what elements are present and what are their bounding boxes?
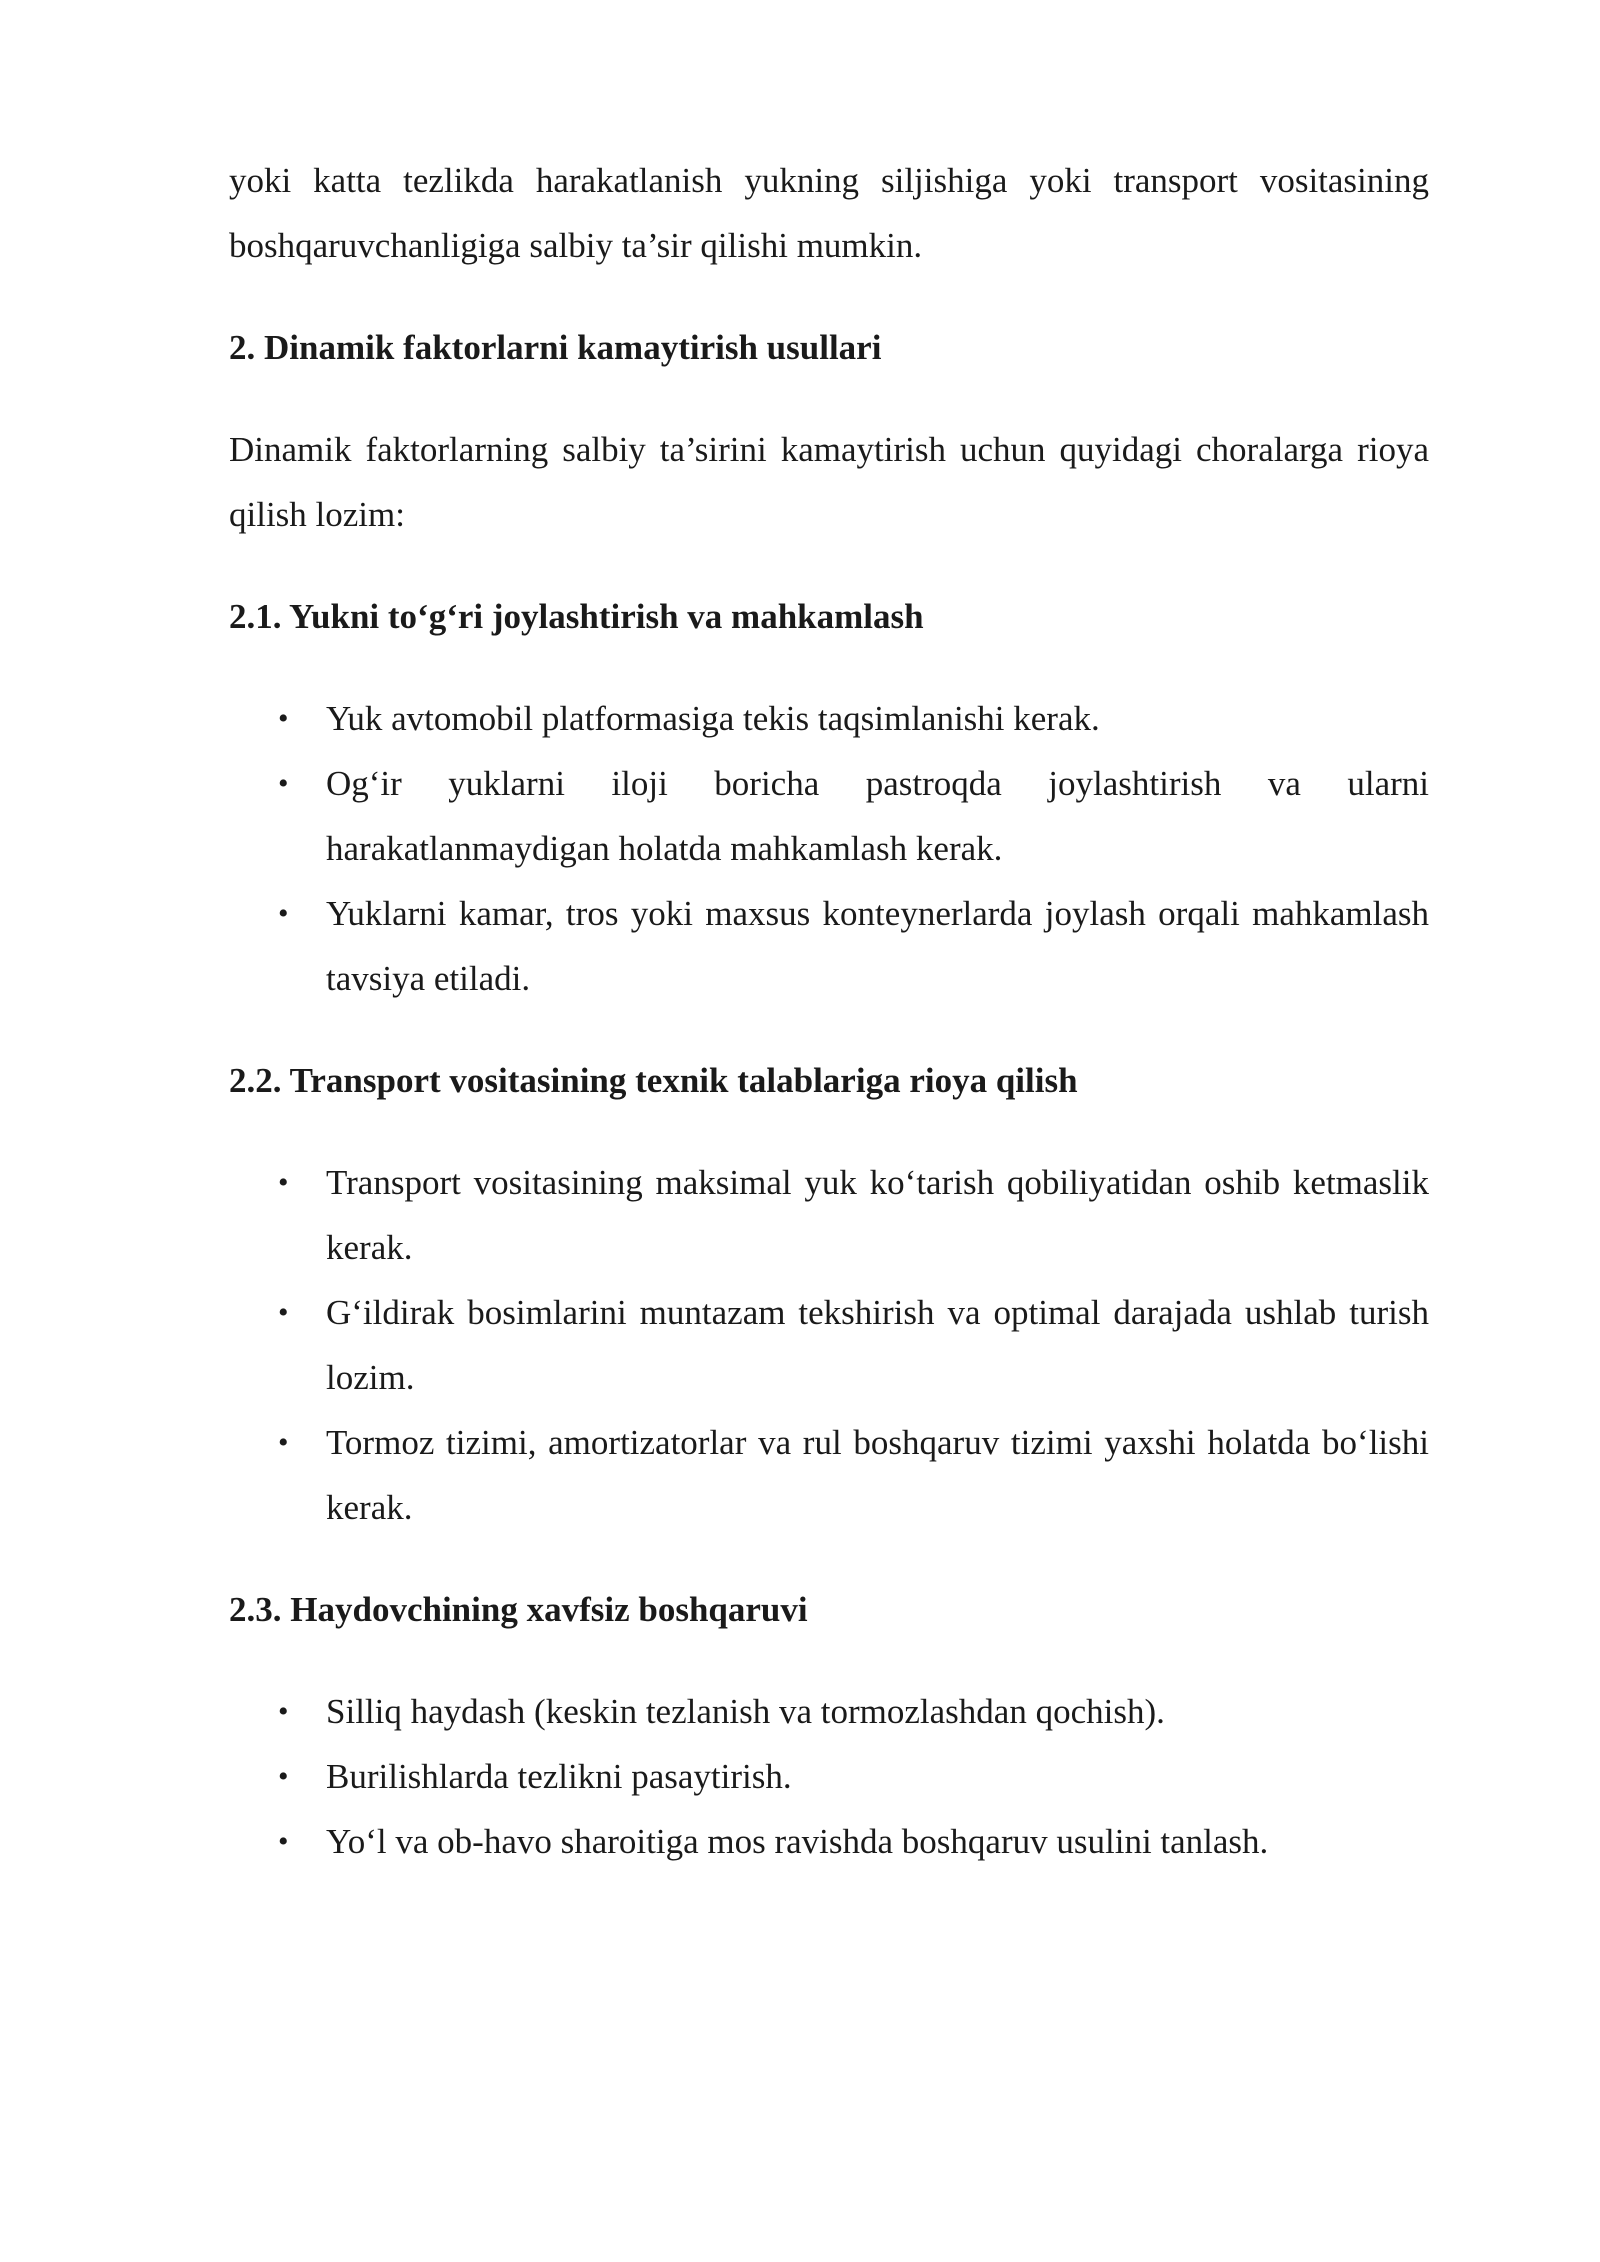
list-item bbox=[229, 751, 1429, 881]
bullet-icon: • bbox=[278, 702, 289, 735]
section-2-1-heading: 2.1. Yukni to‘g‘ri joylashtirish va mahkamlash bbox=[229, 597, 924, 636]
section-2-heading: 2. Dinamik faktorlarni kamaytirish usullari bbox=[229, 328, 882, 367]
list-item bbox=[229, 686, 1429, 751]
list-item-text: Tormoz tizimi, amortizatorlar va rul boshqaruv tizimi yaxshi holatda bo‘lishi kerak. bbox=[326, 1423, 1429, 1527]
list-item-text: Burilishlarda tezlikni pasaytirish. bbox=[326, 1757, 792, 1796]
section-2-3-list bbox=[229, 1679, 1429, 1874]
list-item bbox=[229, 881, 1429, 1011]
list-item bbox=[229, 1280, 1429, 1410]
bullet-icon: • bbox=[278, 1695, 289, 1728]
list-item-text: Og‘ir yuklarni iloji boricha pastroqda joylashtirish va ularni harakatlanmaydigan holatda mahkamlash kerak. bbox=[326, 764, 1429, 868]
bullet-icon: • bbox=[278, 1426, 289, 1459]
list-item-text: G‘ildirak bosimlarini muntazam tekshirish va optimal darajada ushlab turish lozim. bbox=[326, 1293, 1429, 1397]
list-item bbox=[229, 1410, 1429, 1540]
document-page bbox=[229, 148, 1429, 1874]
list-item-text: Yo‘l va ob-havo sharoitiga mos ravishda boshqaruv usulini tanlash. bbox=[326, 1822, 1269, 1861]
section-2-2-list bbox=[229, 1150, 1429, 1540]
list-item bbox=[229, 1744, 1429, 1809]
list-item bbox=[229, 1679, 1429, 1744]
list-item bbox=[229, 1809, 1429, 1874]
section-2-3-heading: 2.3. Haydovchining xavfsiz boshqaruvi bbox=[229, 1590, 808, 1629]
bullet-icon: • bbox=[278, 1166, 289, 1199]
bullet-icon: • bbox=[278, 1825, 289, 1858]
section-2-1-list bbox=[229, 686, 1429, 1011]
list-item-text: Silliq haydash (keskin tezlanish va tormozlashdan qochish). bbox=[326, 1692, 1165, 1731]
bullet-icon: • bbox=[278, 897, 289, 930]
section-2-2-heading: 2.2. Transport vositasining texnik talablariga rioya qilish bbox=[229, 1061, 1078, 1100]
bullet-icon: • bbox=[278, 1760, 289, 1793]
intro-paragraph: yoki katta tezlikda harakatlanish yukning siljishiga yoki transport vositasining boshqaruvchanligiga salbiy ta’sir qilishi mumkin. bbox=[229, 161, 1429, 265]
list-item-text: Yuklarni kamar, tros yoki maxsus konteynerlarda joylash orqali mahkamlash tavsiya etiladi. bbox=[326, 894, 1429, 998]
section-2-paragraph: Dinamik faktorlarning salbiy ta’sirini kamaytirish uchun quyidagi choralarga rioya qilish lozim: bbox=[229, 430, 1429, 534]
bullet-icon: • bbox=[278, 767, 289, 800]
bullet-icon: • bbox=[278, 1296, 289, 1329]
list-item-text: Yuk avtomobil platformasiga tekis taqsimlanishi kerak. bbox=[326, 699, 1100, 738]
list-item bbox=[229, 1150, 1429, 1280]
list-item-text: Transport vositasining maksimal yuk ko‘tarish qobiliyatidan oshib ketmaslik kerak. bbox=[326, 1163, 1429, 1267]
